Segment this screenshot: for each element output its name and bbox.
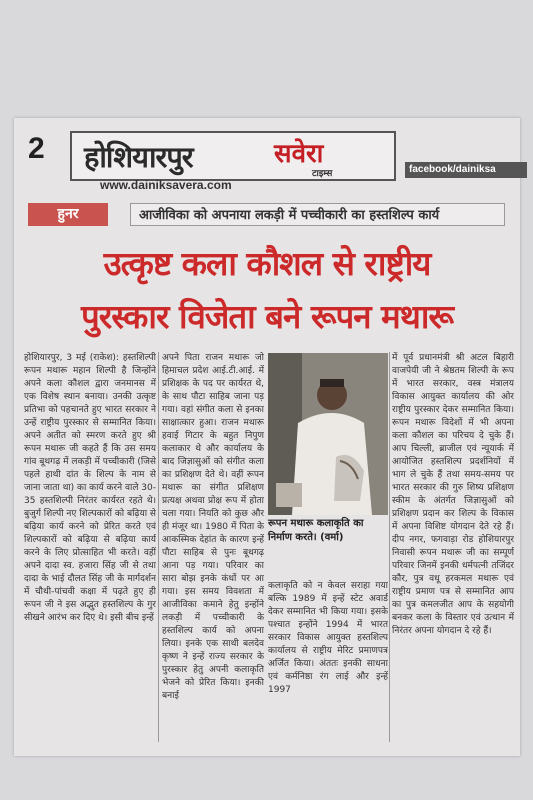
headline-line-2: पुरस्कार विजेता बने रूपन मथारू — [80, 297, 454, 336]
article-column-1: होशियारपुर, 3 मई (राकेश): हस्तशिल्पी रूपन मथारू महान शिल्पी है जिन्होंने अपने कला कौशल द्वारा जनमानस में एक विशेष स्थान बनाया। उनकी उत्कृष्ट प्रतिभा को पहचानते हुए भारत सरकार ने उन्हें राष्ट्रीय पुरस्कार से सम्मानित किया। अपने अतीत को स्मरण करते हुए श्री रूपन मथारू जी कहते हैं कि उस समय गांव बूथगढ़ में लकड़ी में पच्चीकारी (जिसे पहले हाथी दांत के शिल्प के नाम से जाना जाता था) का कार्य करने वाले 30-35 हस्तशिल्पी निरंतर कार्यरत रहते थे। बुजुर्ग शिल्पी नए शिल्पकारों को बढ़िया से बढ़िया कार्य करने को प्रेरित करते एवं शिल्पकारों को बढ़िया से बढ़िया कार्य करने के लिए प्रोत्साहित भी करते। वहीं अपने दादा स्व. हजारा सिंह जी से तथा दादा के भाई दौलत सिंह जी के मार्गदर्शन में चौथी-पांचवी कक्षा में पढ़ते हुए ही रूपन जी ने इस अद्भुत हस्तशिल्प के गुर सीखने आरंभ कर दिए थे। इसी बीच इन्हें — [24, 353, 156, 623]
artisan-photo-illustration — [268, 353, 388, 515]
article-column-3: कलाकृति को न केवल सराहा गया बल्कि 1989 में इन्हें स्टेट अवार्ड देकर सम्मानित भी किया गया। इसके पश्चात इन्होंने 1994 में भारत सरकार विकास आयुक्त हस्तशिल्प कार्यालय से राष्ट्रीय मेरिट प्रमाणपत्र अर्जित किया। अंततः इनकी साधना एवं कर्मनिष्ठा रंग लाई और इन्हें 1997 — [268, 581, 388, 695]
masthead-brand-sub: टाइम्स — [312, 169, 333, 179]
masthead-title: होशियारपुर — [84, 140, 193, 174]
website-url: www.dainiksavera.com — [100, 178, 232, 192]
column-divider — [158, 352, 159, 742]
headline-line-1: उत्कृष्ट कला कौशल से राष्ट्रीय — [103, 244, 431, 283]
facebook-handle: facebook/dainiksa — [405, 162, 527, 178]
caption-text: रूपन मथारू कलाकृति का निर्माण करते। — [268, 518, 364, 543]
article-column-4: में पूर्व प्रधानमंत्री श्री अटल बिहारी वाजपेयी जी ने श्रेष्ठतम शिल्पी के रूप में भारत सरकार, वस्त्र मंत्रालय विकास आयुक्त कार्यालय की ओर राष्ट्रीय पुरस्कार देकर सम्मानित किया। रूपन मथारू विदेशों में भी अपना कला कौशल का परिचय दे चुके हैं। आप चिल्ली, ब्राजील एवं न्यूयार्क में आयोजित हस्तशिल्प प्रदर्शनियों में भाग ले चुके हैं तथा समय-समय पर भारत सरकार की गुरु शिष्य प्रशिक्षण स्कीम के अंतर्गत जिज्ञासुओं को प्रशिक्षण प्रदान कर शिल्प के विकास में अपना विशिष्ट योगदान देते रहे हैं। दीप नगर, फगवाड़ा रोड होशियारपुर निवासी रूपन मथारू जी का सम्पूर्ण परिवार जिनमें इनकी धर्मपत्नी तजिंदर कौर, पुत्र वधू हरकमल मथारू एवं राष्ट्रीय प्रमाण पत्र से सम्मानित आप का पुत्र कमलजीत आप के सहयोगी बनकर कला के विस्तार एवं उत्थान में निरंतर अपना योगदान दे रहे हैं। — [392, 353, 514, 636]
page-number: 2 — [28, 132, 45, 165]
masthead-brand: सवेरा — [274, 139, 324, 169]
section-tag: हुनर — [28, 203, 108, 226]
photo-credit: (वर्मा) — [320, 532, 344, 543]
kicker-headline: आजीविका को अपनाया लकड़ी में पच्चीकारी का हस्तशिल्प कार्य — [130, 203, 505, 226]
article-column-2: अपने पिता राजन मथारू जो हिमाचल प्रदेश आई.टी.आई. में प्रशिक्षक के पद पर कार्यरत थे, के साथ पौटा साहिब जाना पड़ गया। वहां संगीत कला से इनका साक्षात्कार हुआ। राजन मथारू हवाई गिटार के बहुत निपुण कलाकार थे और कार्यालय के बाद जिज्ञासुओं को संगीत कला का प्रशिक्षण देते थे। वहीं रूपन मथारू का संगीत प्रशिक्षण प्रत्यक्ष अथवा प्रोक्ष रूप में होता चला गया। नियति को कुछ और ही मंजूर था। 1980 में पिता के आकस्मिक देहांत के कारण इन्हें पौटा साहिब से पुनः बूथगढ़ आना पड़ गया। परिवार का सारा बोझ इनके कंधों पर आ गया। इस समय विवशता में आजीविका कमाने हेतु इन्होंने लकड़ी में पच्चीकारी के हस्तशिल्प कार्य को अपना लिया। इनके एक साथी बलदेव कृष्ण ने इन्हें राज्य सरकार के पुरस्कार हेतु अपनी कलाकृति भेजने को प्रेरित किया। इनकी बनाई — [162, 353, 264, 701]
photo-caption — [268, 517, 388, 567]
article-photo — [268, 353, 388, 515]
column-divider — [389, 352, 390, 742]
